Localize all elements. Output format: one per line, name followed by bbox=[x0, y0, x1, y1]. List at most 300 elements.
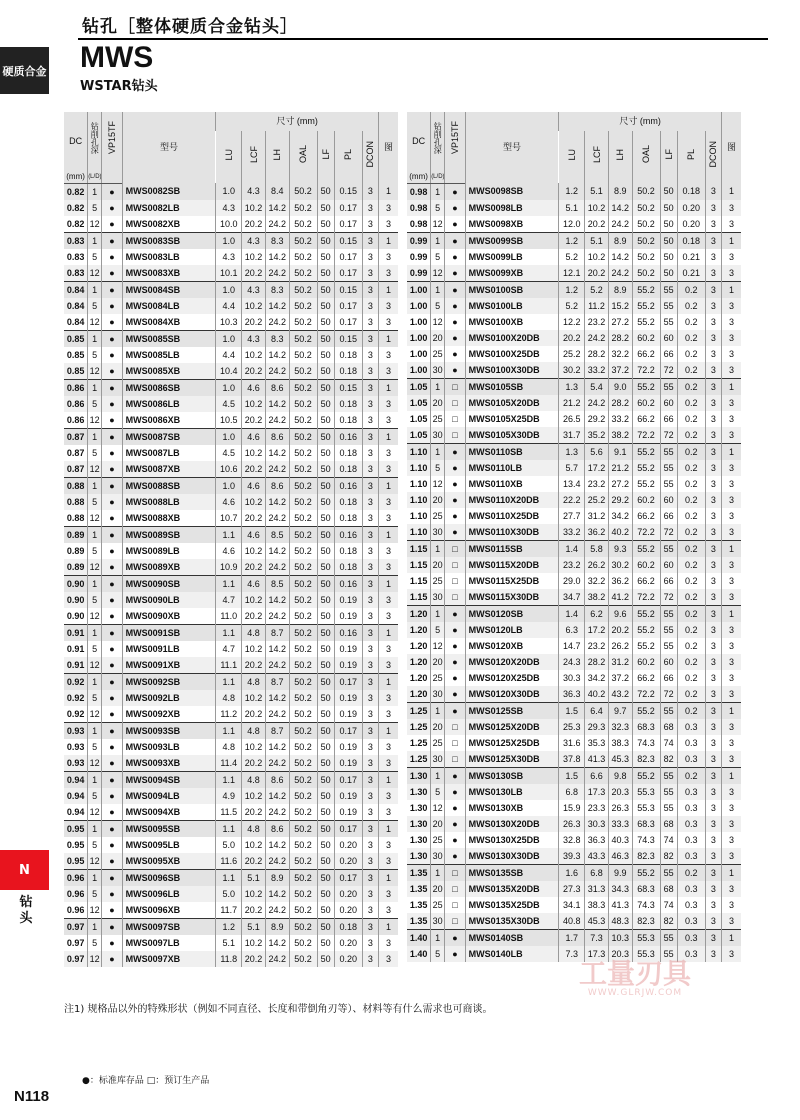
cell-dc: 0.83 bbox=[64, 265, 88, 282]
cell-model: MWS0100SB bbox=[465, 281, 559, 298]
cell-dcon: 3 bbox=[705, 314, 721, 330]
cell-dc: 1.05 bbox=[407, 427, 431, 444]
cell-pl: 0.2 bbox=[677, 395, 705, 411]
cell-grade: ● bbox=[102, 771, 122, 788]
cell-lcf: 35.3 bbox=[585, 735, 609, 751]
table-row bbox=[64, 755, 398, 772]
cell-model: MWS0130LB bbox=[465, 784, 559, 800]
cell-lh: 8.6 bbox=[265, 379, 289, 396]
cell-dcon: 3 bbox=[705, 573, 721, 589]
cell-oal: 50.2 bbox=[289, 494, 317, 510]
cell-fig: 3 bbox=[379, 347, 398, 363]
cell-lh: 8.6 bbox=[265, 428, 289, 445]
cell-dc: 1.35 bbox=[407, 864, 431, 881]
cell-grade: ● bbox=[445, 492, 465, 508]
cell-oal: 55.2 bbox=[632, 378, 660, 395]
table-row bbox=[407, 232, 741, 249]
cell-pl: 0.15 bbox=[334, 232, 362, 249]
cell-oal: 72.2 bbox=[632, 589, 660, 606]
col-dc: DC bbox=[412, 135, 426, 146]
cell-oal: 55.2 bbox=[632, 476, 660, 492]
cell-pl: 0.2 bbox=[677, 460, 705, 476]
cell-oal: 82.3 bbox=[632, 751, 660, 768]
cell-oal: 50.2 bbox=[289, 200, 317, 216]
cell-fig: 3 bbox=[722, 265, 741, 282]
cell-lcf: 20.2 bbox=[242, 559, 266, 576]
cell-model: MWS0110X20DB bbox=[465, 492, 559, 508]
cell-lu: 13.4 bbox=[559, 476, 585, 492]
cell-pl: 0.17 bbox=[334, 673, 362, 690]
table-row bbox=[407, 200, 741, 216]
cell-dc: 0.82 bbox=[64, 183, 88, 200]
cell-lcf: 17.3 bbox=[585, 946, 609, 962]
table-row bbox=[407, 832, 741, 848]
cell-fig: 3 bbox=[379, 886, 398, 902]
table-row bbox=[64, 494, 398, 510]
cell-grade: ● bbox=[445, 702, 465, 719]
cell-oal: 55.3 bbox=[632, 784, 660, 800]
cell-lh: 8.9 bbox=[608, 183, 632, 200]
cell-dcon: 3 bbox=[362, 837, 378, 853]
cell-ld: 12 bbox=[88, 265, 102, 282]
cell-lcf: 4.6 bbox=[242, 379, 266, 396]
col-pl: PL bbox=[334, 131, 362, 183]
cell-model: MWS0094XB bbox=[122, 804, 216, 821]
table-row bbox=[407, 265, 741, 282]
table-row bbox=[407, 476, 741, 492]
cell-grade: ● bbox=[445, 638, 465, 654]
cell-lcf: 34.2 bbox=[585, 670, 609, 686]
cell-pl: 0.2 bbox=[677, 411, 705, 427]
cell-dc: 0.83 bbox=[64, 232, 88, 249]
col-ld: 钻削孔深 bbox=[431, 112, 445, 171]
cell-fig: 3 bbox=[379, 510, 398, 527]
cell-dcon: 3 bbox=[705, 330, 721, 346]
cell-lu: 1.4 bbox=[559, 540, 585, 557]
cell-grade: ● bbox=[102, 347, 122, 363]
cell-model: MWS0087LB bbox=[122, 445, 216, 461]
cell-lu: 1.1 bbox=[216, 820, 242, 837]
cell-lcf: 4.6 bbox=[242, 526, 266, 543]
cell-fig: 3 bbox=[722, 719, 741, 735]
cell-lf: 72 bbox=[660, 589, 677, 606]
cell-lu: 5.1 bbox=[216, 935, 242, 951]
cell-dc: 0.86 bbox=[64, 379, 88, 396]
cell-lu: 7.3 bbox=[559, 946, 585, 962]
cell-fig: 3 bbox=[379, 412, 398, 429]
cell-model: MWS0096XB bbox=[122, 902, 216, 919]
cell-fig: 1 bbox=[379, 477, 398, 494]
cell-dc: 0.82 bbox=[64, 200, 88, 216]
cell-ld: 12 bbox=[88, 657, 102, 674]
cell-lf: 55 bbox=[660, 298, 677, 314]
cell-oal: 74.3 bbox=[632, 735, 660, 751]
cell-ld: 5 bbox=[88, 396, 102, 412]
cell-lcf: 24.2 bbox=[585, 395, 609, 411]
cell-lh: 20.3 bbox=[608, 784, 632, 800]
cell-grade: ● bbox=[445, 314, 465, 330]
cell-pl: 0.2 bbox=[677, 427, 705, 444]
table-row bbox=[407, 216, 741, 233]
cell-dc: 0.95 bbox=[64, 837, 88, 853]
cell-lh: 8.6 bbox=[265, 820, 289, 837]
cell-pl: 0.2 bbox=[677, 622, 705, 638]
cell-ld: 25 bbox=[431, 508, 445, 524]
cell-lcf: 10.2 bbox=[242, 886, 266, 902]
cell-ld: 20 bbox=[431, 816, 445, 832]
col-grade-unit bbox=[445, 171, 465, 184]
cell-lcf: 25.2 bbox=[585, 492, 609, 508]
cell-lu: 1.2 bbox=[559, 281, 585, 298]
cell-dcon: 3 bbox=[362, 281, 378, 298]
col-fig: 图 bbox=[722, 112, 741, 183]
cell-lf: 50 bbox=[317, 445, 334, 461]
table-row bbox=[407, 702, 741, 719]
cell-dcon: 3 bbox=[362, 314, 378, 331]
cell-lf: 50 bbox=[317, 804, 334, 821]
table-row bbox=[407, 881, 741, 897]
cell-dcon: 3 bbox=[705, 946, 721, 962]
table-row bbox=[64, 477, 398, 494]
cell-oal: 74.3 bbox=[632, 897, 660, 913]
cell-grade: ● bbox=[445, 784, 465, 800]
cell-ld: 5 bbox=[88, 788, 102, 804]
cell-oal: 50.2 bbox=[289, 673, 317, 690]
cell-fig: 3 bbox=[722, 573, 741, 589]
cell-lu: 1.1 bbox=[216, 526, 242, 543]
cell-lu: 1.0 bbox=[216, 281, 242, 298]
cell-fig: 3 bbox=[722, 298, 741, 314]
cell-dc: 0.96 bbox=[64, 886, 88, 902]
cell-lu: 1.3 bbox=[559, 443, 585, 460]
category-tab[interactable]: 硬质合金 bbox=[0, 47, 49, 94]
cell-lf: 50 bbox=[317, 314, 334, 331]
cell-lu: 29.0 bbox=[559, 573, 585, 589]
cell-lf: 55 bbox=[660, 622, 677, 638]
cell-ld: 1 bbox=[88, 232, 102, 249]
spec-table-left bbox=[64, 112, 398, 967]
cell-grade: □ bbox=[445, 751, 465, 768]
cell-pl: 0.2 bbox=[677, 281, 705, 298]
cell-lu: 1.0 bbox=[216, 232, 242, 249]
cell-oal: 50.2 bbox=[289, 575, 317, 592]
cell-lh: 24.2 bbox=[265, 559, 289, 576]
cell-grade: ● bbox=[102, 624, 122, 641]
cell-lcf: 38.2 bbox=[585, 589, 609, 606]
cell-grade: ● bbox=[102, 788, 122, 804]
cell-pl: 0.17 bbox=[334, 200, 362, 216]
cell-lh: 10.3 bbox=[608, 929, 632, 946]
cell-lh: 14.2 bbox=[265, 739, 289, 755]
cell-grade: ● bbox=[445, 946, 465, 962]
cell-grade: □ bbox=[445, 411, 465, 427]
cell-grade: ● bbox=[102, 461, 122, 478]
cell-dcon: 3 bbox=[362, 216, 378, 233]
cell-dc: 1.10 bbox=[407, 443, 431, 460]
cell-oal: 50.2 bbox=[289, 722, 317, 739]
cell-lf: 55 bbox=[660, 767, 677, 784]
cell-lcf: 20.2 bbox=[242, 853, 266, 870]
cell-grade: ● bbox=[102, 314, 122, 331]
cell-lh: 32.2 bbox=[608, 346, 632, 362]
cell-model: MWS0095LB bbox=[122, 837, 216, 853]
cell-grade: ● bbox=[445, 654, 465, 670]
cell-dc: 1.20 bbox=[407, 654, 431, 670]
cell-dc: 0.85 bbox=[64, 330, 88, 347]
cell-lf: 60 bbox=[660, 557, 677, 573]
cell-oal: 50.2 bbox=[289, 853, 317, 870]
cell-lh: 14.2 bbox=[265, 543, 289, 559]
cell-lh: 14.2 bbox=[265, 298, 289, 314]
cell-grade: ● bbox=[102, 739, 122, 755]
cell-lu: 39.3 bbox=[559, 848, 585, 865]
cell-ld: 12 bbox=[431, 265, 445, 282]
cell-lcf: 5.1 bbox=[242, 918, 266, 935]
cell-lu: 1.1 bbox=[216, 624, 242, 641]
cell-lf: 50 bbox=[317, 918, 334, 935]
cell-oal: 55.2 bbox=[632, 638, 660, 654]
cell-lh: 24.2 bbox=[265, 265, 289, 282]
cell-ld: 1 bbox=[431, 281, 445, 298]
cell-lf: 68 bbox=[660, 816, 677, 832]
table-row bbox=[64, 200, 398, 216]
cell-lh: 36.2 bbox=[608, 573, 632, 589]
cell-grade: ● bbox=[102, 722, 122, 739]
table-row bbox=[64, 951, 398, 967]
cell-grade: ● bbox=[102, 445, 122, 461]
cell-lu: 30.3 bbox=[559, 670, 585, 686]
cell-dc: 0.95 bbox=[64, 820, 88, 837]
cell-grade: ● bbox=[102, 575, 122, 592]
cell-pl: 0.15 bbox=[334, 183, 362, 200]
cell-lf: 50 bbox=[317, 771, 334, 788]
cell-dc: 1.25 bbox=[407, 719, 431, 735]
cell-lu: 5.7 bbox=[559, 460, 585, 476]
cell-ld: 1 bbox=[88, 575, 102, 592]
cell-lh: 9.1 bbox=[608, 443, 632, 460]
cell-pl: 0.16 bbox=[334, 624, 362, 641]
cell-lcf: 41.3 bbox=[585, 751, 609, 768]
cell-pl: 0.18 bbox=[334, 918, 362, 935]
cell-lh: 9.7 bbox=[608, 702, 632, 719]
col-grade: VP15TF bbox=[445, 112, 465, 171]
cell-fig: 1 bbox=[722, 378, 741, 395]
cell-pl: 0.18 bbox=[334, 412, 362, 429]
cell-fig: 3 bbox=[722, 524, 741, 541]
cell-ld: 12 bbox=[431, 800, 445, 816]
cell-fig: 3 bbox=[379, 853, 398, 870]
cell-fig: 3 bbox=[379, 396, 398, 412]
cell-lcf: 10.2 bbox=[242, 788, 266, 804]
cell-lh: 34.2 bbox=[608, 508, 632, 524]
cell-pl: 0.3 bbox=[677, 784, 705, 800]
cell-grade: ● bbox=[102, 559, 122, 576]
section-label: 钻头 bbox=[19, 895, 33, 926]
cell-fig: 1 bbox=[379, 673, 398, 690]
cell-model: MWS0135SB bbox=[465, 864, 559, 881]
cell-ld: 1 bbox=[431, 864, 445, 881]
cell-dc: 1.25 bbox=[407, 702, 431, 719]
cell-lh: 48.3 bbox=[608, 913, 632, 930]
table-row bbox=[64, 804, 398, 821]
cell-ld: 5 bbox=[88, 445, 102, 461]
cell-pl: 0.16 bbox=[334, 526, 362, 543]
cell-oal: 50.2 bbox=[289, 428, 317, 445]
cell-ld: 12 bbox=[88, 608, 102, 625]
cell-lu: 4.7 bbox=[216, 592, 242, 608]
cell-pl: 0.2 bbox=[677, 638, 705, 654]
cell-ld: 5 bbox=[88, 347, 102, 363]
table-row bbox=[407, 605, 741, 622]
cell-dcon: 3 bbox=[362, 445, 378, 461]
cell-grade: ● bbox=[102, 216, 122, 233]
cell-model: MWS0100X30DB bbox=[465, 362, 559, 379]
cell-ld: 25 bbox=[431, 411, 445, 427]
cell-dc: 0.84 bbox=[64, 281, 88, 298]
cell-lh: 8.7 bbox=[265, 673, 289, 690]
cell-oal: 60.2 bbox=[632, 654, 660, 670]
cell-dc: 0.94 bbox=[64, 804, 88, 821]
cell-model: MWS0110SB bbox=[465, 443, 559, 460]
cell-lh: 8.5 bbox=[265, 575, 289, 592]
cell-dc: 0.83 bbox=[64, 249, 88, 265]
cell-lf: 60 bbox=[660, 654, 677, 670]
cell-lf: 50 bbox=[317, 755, 334, 772]
cell-ld: 5 bbox=[431, 460, 445, 476]
table-row bbox=[407, 638, 741, 654]
cell-grade: ● bbox=[102, 477, 122, 494]
cell-oal: 68.3 bbox=[632, 881, 660, 897]
cell-fig: 3 bbox=[722, 346, 741, 362]
cell-lf: 50 bbox=[660, 265, 677, 282]
cell-pl: 0.2 bbox=[677, 443, 705, 460]
cell-dc: 0.84 bbox=[64, 314, 88, 331]
cell-lf: 55 bbox=[660, 702, 677, 719]
cell-dcon: 3 bbox=[362, 232, 378, 249]
cell-pl: 0.17 bbox=[334, 820, 362, 837]
cell-ld: 1 bbox=[88, 624, 102, 641]
cell-lcf: 4.3 bbox=[242, 330, 266, 347]
cell-fig: 3 bbox=[379, 690, 398, 706]
cell-fig: 3 bbox=[722, 638, 741, 654]
cell-grade: ● bbox=[445, 816, 465, 832]
cell-lf: 55 bbox=[660, 929, 677, 946]
cell-grade: ● bbox=[102, 265, 122, 282]
cell-oal: 50.2 bbox=[289, 608, 317, 625]
page-number: N118 bbox=[14, 1088, 50, 1105]
cell-oal: 50.2 bbox=[289, 820, 317, 837]
section-tab-n[interactable]: N bbox=[0, 850, 49, 890]
cell-pl: 0.19 bbox=[334, 788, 362, 804]
watermark bbox=[560, 957, 710, 998]
cell-lcf: 6.2 bbox=[585, 605, 609, 622]
cell-lf: 50 bbox=[317, 951, 334, 967]
cell-lu: 30.2 bbox=[559, 362, 585, 379]
cell-oal: 50.2 bbox=[289, 281, 317, 298]
cell-oal: 50.2 bbox=[289, 249, 317, 265]
cell-lh: 8.5 bbox=[265, 526, 289, 543]
cell-fig: 3 bbox=[722, 476, 741, 492]
cell-pl: 0.2 bbox=[677, 573, 705, 589]
cell-lcf: 43.3 bbox=[585, 848, 609, 865]
cell-model: MWS0093XB bbox=[122, 755, 216, 772]
cell-model: MWS0105SB bbox=[465, 378, 559, 395]
cell-lcf: 7.3 bbox=[585, 929, 609, 946]
table-row bbox=[64, 347, 398, 363]
cell-oal: 50.2 bbox=[289, 951, 317, 967]
cell-lu: 23.2 bbox=[559, 557, 585, 573]
cell-oal: 50.2 bbox=[289, 902, 317, 919]
cell-lu: 11.2 bbox=[216, 706, 242, 723]
cell-ld: 20 bbox=[431, 492, 445, 508]
cell-lu: 4.5 bbox=[216, 396, 242, 412]
cell-dcon: 3 bbox=[362, 379, 378, 396]
cell-pl: 0.17 bbox=[334, 869, 362, 886]
cell-pl: 0.2 bbox=[677, 686, 705, 703]
cell-lf: 50 bbox=[317, 722, 334, 739]
cell-fig: 3 bbox=[379, 249, 398, 265]
cell-lh: 21.2 bbox=[608, 460, 632, 476]
cell-lh: 24.2 bbox=[265, 755, 289, 772]
table-row bbox=[64, 281, 398, 298]
cell-dcon: 3 bbox=[705, 443, 721, 460]
cell-fig: 1 bbox=[722, 183, 741, 200]
cell-grade: ● bbox=[102, 918, 122, 935]
cell-fig: 3 bbox=[722, 622, 741, 638]
cell-grade: ● bbox=[445, 281, 465, 298]
cell-fig: 1 bbox=[722, 232, 741, 249]
cell-grade: ● bbox=[102, 543, 122, 559]
cell-ld: 5 bbox=[431, 298, 445, 314]
cell-pl: 0.19 bbox=[334, 804, 362, 821]
cell-lh: 27.2 bbox=[608, 314, 632, 330]
table-row bbox=[64, 657, 398, 674]
cell-lu: 1.2 bbox=[559, 183, 585, 200]
cell-dcon: 3 bbox=[362, 951, 378, 967]
cell-oal: 55.2 bbox=[632, 540, 660, 557]
cell-model: MWS0115X30DB bbox=[465, 589, 559, 606]
cell-lcf: 10.2 bbox=[242, 396, 266, 412]
cell-ld: 1 bbox=[88, 428, 102, 445]
cell-grade: □ bbox=[445, 557, 465, 573]
cell-grade: ● bbox=[102, 298, 122, 314]
cell-lcf: 5.8 bbox=[585, 540, 609, 557]
cell-lh: 24.2 bbox=[608, 265, 632, 282]
cell-oal: 82.3 bbox=[632, 848, 660, 865]
cell-grade: ● bbox=[445, 622, 465, 638]
cell-fig: 3 bbox=[722, 897, 741, 913]
cell-lf: 74 bbox=[660, 897, 677, 913]
cell-grade: ● bbox=[102, 592, 122, 608]
table-row bbox=[407, 249, 741, 265]
cell-model: MWS0092SB bbox=[122, 673, 216, 690]
table-row bbox=[64, 690, 398, 706]
cell-lu: 1.6 bbox=[559, 864, 585, 881]
cell-lf: 66 bbox=[660, 346, 677, 362]
cell-dc: 0.86 bbox=[64, 396, 88, 412]
cell-fig: 3 bbox=[722, 751, 741, 768]
table-row bbox=[407, 784, 741, 800]
cell-lf: 50 bbox=[317, 869, 334, 886]
cell-ld: 12 bbox=[88, 510, 102, 527]
cell-lu: 1.7 bbox=[559, 929, 585, 946]
cell-dc: 0.84 bbox=[64, 298, 88, 314]
cell-grade: ● bbox=[445, 686, 465, 703]
cell-dcon: 3 bbox=[362, 788, 378, 804]
cell-lu: 4.8 bbox=[216, 739, 242, 755]
cell-dc: 1.15 bbox=[407, 540, 431, 557]
cell-pl: 0.2 bbox=[677, 476, 705, 492]
